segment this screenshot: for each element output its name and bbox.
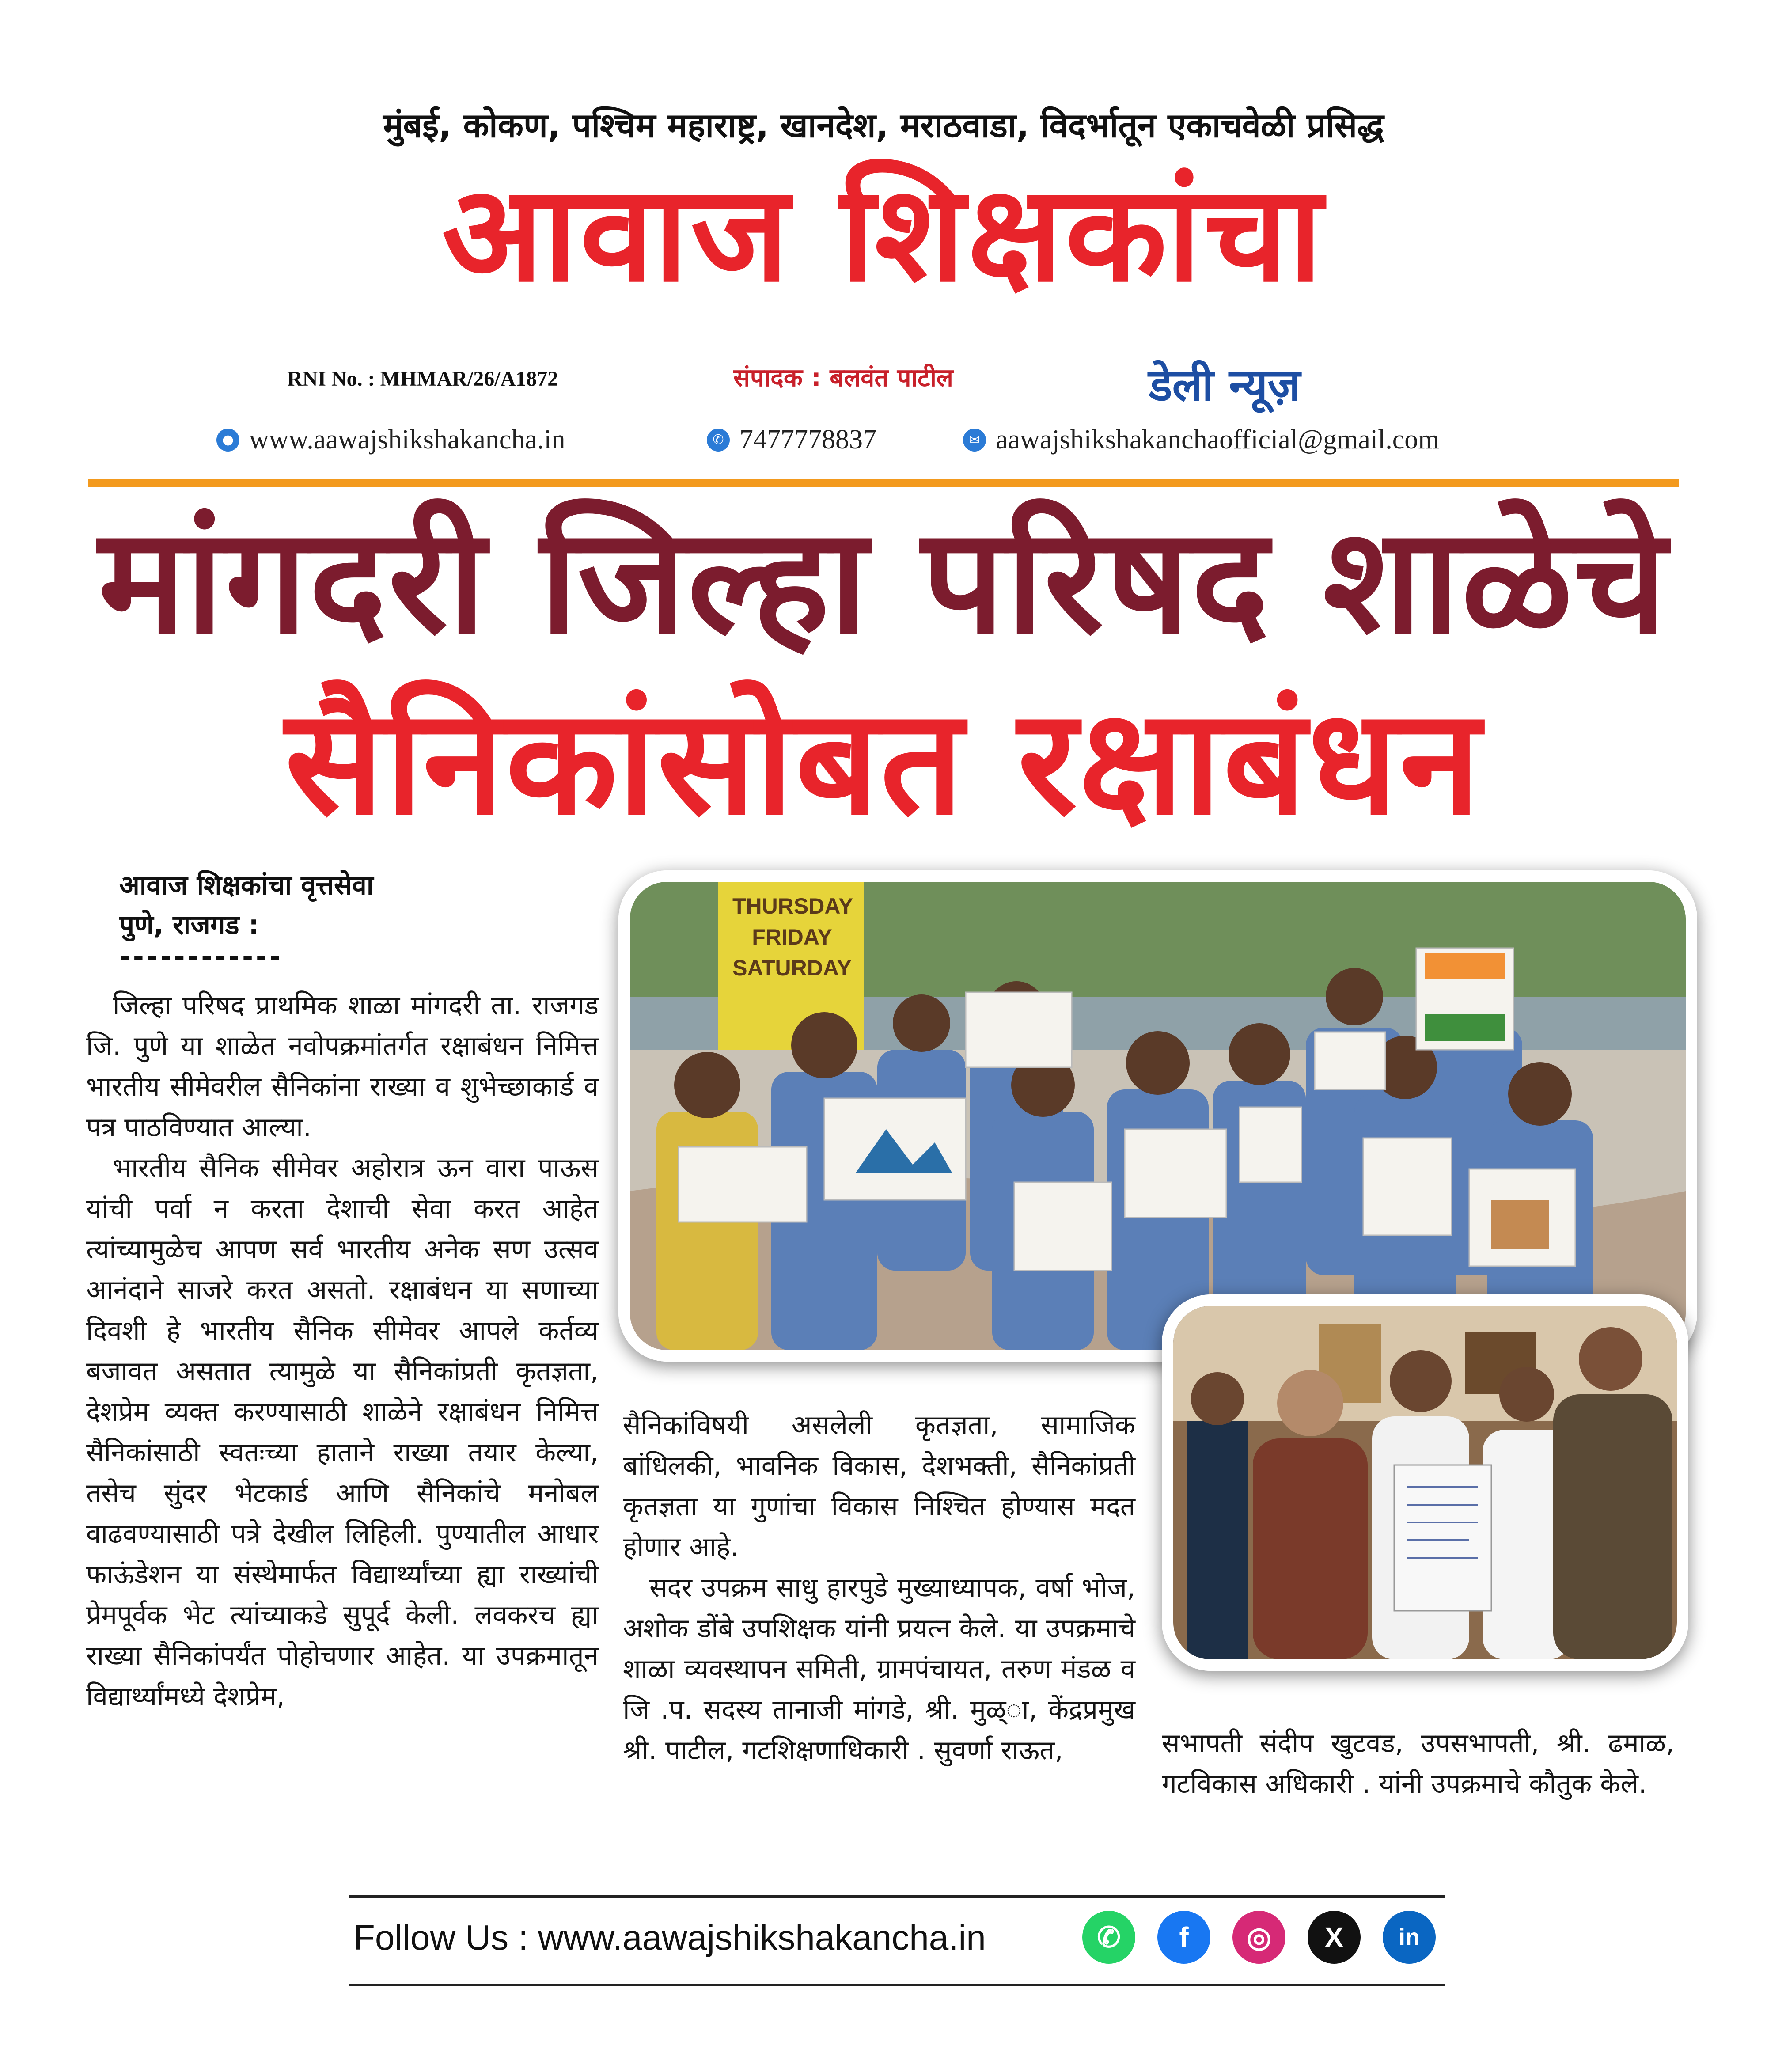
globe-icon: ● bbox=[216, 429, 239, 452]
byline-separator: ------------ bbox=[119, 941, 283, 972]
paragraph: जिल्हा परिषद प्राथमिक शाळा मांगदरी ता. राजगड जि. पुणे या शाळेत नवोपक्रमांतर्गत रक्षाबंधन निमित्त भारतीय सीमेवरील सैनिकांना राख्या व शुभेच्छाकार्ड व पत्र पाठविण्यात आल्या. bbox=[86, 990, 599, 1143]
footer-bottom-rule bbox=[349, 1984, 1445, 1986]
article-column-2 bbox=[623, 1405, 1135, 1771]
masthead-tagline: मुंबई, कोकण, पश्चिम महाराष्ट्र, खानदेश, मराठवाडा, विदर्भातून एकाचवेळी प्रसिद्ध bbox=[383, 106, 1384, 145]
phone-icon: ✆ bbox=[707, 429, 730, 452]
linkedin-icon[interactable]: in bbox=[1383, 1911, 1436, 1964]
social-icons bbox=[1082, 1911, 1436, 1964]
headline-line-1: मांगदरी जिल्हा परिषद शाळेचे bbox=[98, 496, 1669, 666]
students-photo bbox=[618, 870, 1697, 1362]
website-text: www.aawajshikshakancha.in bbox=[249, 425, 565, 455]
website-contact[interactable] bbox=[216, 424, 565, 455]
mail-icon: ✉ bbox=[963, 429, 986, 452]
headline-line-2: सैनिकांसोबत रक्षाबंधन bbox=[284, 677, 1483, 847]
masthead-divider bbox=[88, 479, 1679, 487]
paragraph: सैनिकांविषयी असलेली कृतज्ञता, सामाजिक बांधिलकी, भावनिक विकास, देशभक्ती, सैनिकांप्रती कृतज्ञता या गुणांचा विकास निश्चित होण्यास मदत होणार आहे. bbox=[623, 1410, 1135, 1563]
footer-top-rule bbox=[349, 1895, 1445, 1898]
phone-contact[interactable] bbox=[707, 424, 876, 455]
instagram-icon[interactable]: ◎ bbox=[1232, 1911, 1285, 1964]
edition-label: डेली न्यूज़ bbox=[1149, 359, 1301, 411]
x-icon[interactable]: X bbox=[1308, 1911, 1361, 1964]
sign-day: THURSDAY bbox=[732, 894, 853, 918]
news-source: आवाज शिक्षकांचा वृत्तसेवा bbox=[119, 870, 374, 901]
dateline: पुणे, राजगड : bbox=[119, 910, 259, 941]
handover-photo bbox=[1162, 1294, 1688, 1671]
article-column-3 bbox=[1162, 1723, 1674, 1804]
email-text: aawajshikshakanchaofficial@gmail.com bbox=[996, 425, 1440, 455]
paragraph: भारतीय सैनिक सीमेवर अहोरात्र ऊन वारा पाऊस यांची पर्वा न करता देशाची सेवा करत आहेत त्यांच्यामुळेच आपण सर्व भारतीय अनेक सण उत्सव आनंदाने साजरे करत असतो. रक्षाबंधन या सणाच्या दिवशी हे भारतीय सैनिक सीमेवर आपले कर्तव्य बजावत असतात त्यामुळे या सैनिकांप्रती कृतज्ञता, देशप्रेम व्यक्त करण्यासाठी शाळेने रक्षाबंधन निमित्त सैनिकांसाठी स्वतःच्या हाताने राख्या तयार केल्या, तसेच सुंदर भेटकार्ड आणि सैनिकांचे मनोबल वाढवण्यासाठी पत्रे देखील लिहिली. पुण्यातील आधार फाऊंडेशन या संस्थेमार्फत विद्यार्थ्यांच्या ह्या राख्यांची प्रेमपूर्वक भेट त्यांच्याकडे सुपूर्द केली. लवकरच ह्या राख्या सैनिकांपर्यंत पोहोचणार आहेत. या उपक्रमातून विद्यार्थ्यांमध्ये देशप्रेम, bbox=[86, 1153, 599, 1712]
email-contact[interactable] bbox=[963, 424, 1440, 455]
paragraph: सभापती संदीप खुटवड, उपसभापती, श्री. ढमाळ, गटविकास अधिकारी . यांनी उपक्रमाचे कौतुक केले. bbox=[1162, 1728, 1674, 1799]
phone-text: 7477778837 bbox=[739, 425, 876, 455]
rni-number: RNI No. : MHMAR/26/A1872 bbox=[287, 367, 558, 391]
follow-us-text[interactable]: Follow Us : www.aawajshikshakancha.in bbox=[353, 1918, 986, 1957]
editor-credit: संपादक : बलवंत पाटील bbox=[733, 364, 953, 392]
handover-photo-illustration bbox=[1173, 1306, 1677, 1659]
masthead-title: आवाज शिक्षकांचा bbox=[442, 157, 1325, 311]
paragraph: सदर उपक्रम साधु हारपुडे मुख्याध्यापक, वर्षा भोज, अशोक डोंबे उपशिक्षक यांनी प्रयत्न केले. या उपक्रमाचे शाळा व्यवस्थापन समिती, ग्रामपंचायत, तरुण मंडळ व जि .प. सदस्य तानाजी मांगडे, श्री. मुळ्ा, केंद्रप्रमुख श्री. पाटील, गटशिक्षणाधिकारी . सुवर्णा राऊत, bbox=[623, 1572, 1135, 1766]
facebook-icon[interactable]: f bbox=[1157, 1911, 1210, 1964]
sign-day: FRIDAY bbox=[752, 925, 832, 949]
whatsapp-icon[interactable]: ✆ bbox=[1082, 1911, 1135, 1964]
classroom-day-sign bbox=[732, 891, 852, 983]
sign-day: SATURDAY bbox=[732, 956, 852, 980]
article-column-1 bbox=[86, 985, 599, 1717]
